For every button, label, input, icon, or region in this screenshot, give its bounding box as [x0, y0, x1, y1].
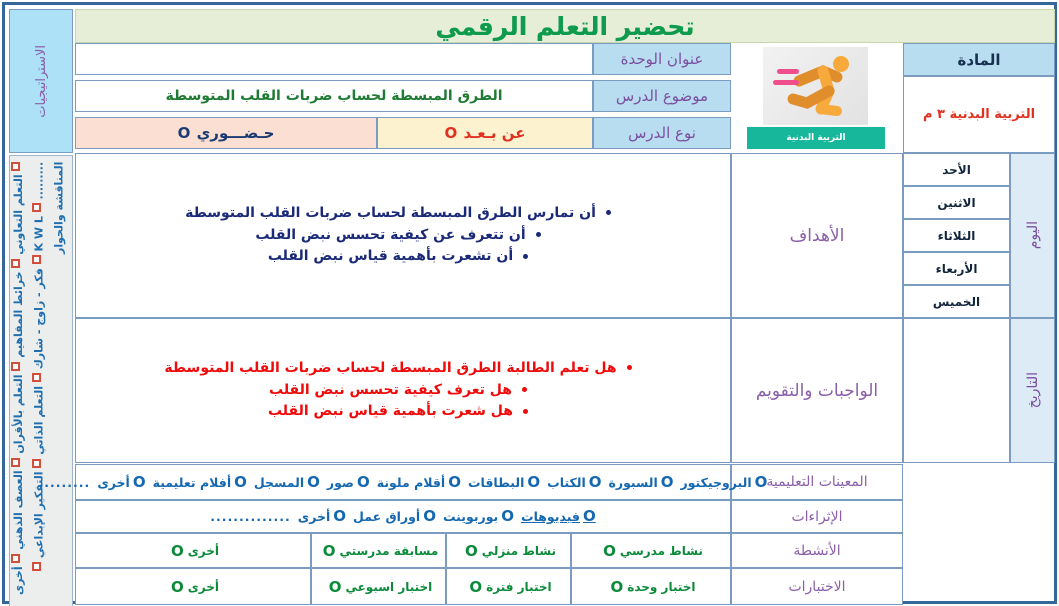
test-period-radio-icon: O: [469, 577, 483, 596]
teaching-aid-radio-icon[interactable]: O: [234, 472, 247, 491]
test-option-unit-label: اختبار وحدة: [627, 579, 696, 594]
unit-title-value-cell[interactable]: [75, 43, 593, 75]
teaching-aid-radio-icon[interactable]: O: [448, 472, 461, 491]
evaluation-list: [76, 358, 730, 423]
enrichments-label-cell: [731, 500, 903, 533]
teaching-aid-option-label: أقلام ملونة: [376, 474, 446, 490]
strategy-label: التعلم الذاتي: [32, 382, 46, 459]
running-figure-svg: [763, 47, 868, 125]
strategy-checkbox-icon[interactable]: [11, 458, 20, 467]
activity-school-radio-icon: O: [603, 541, 616, 560]
enrichment-option-label: فيديوهات: [521, 509, 580, 524]
activity-other-radio-icon: O: [171, 541, 184, 560]
lesson-type-label-cell: [593, 117, 731, 149]
teaching-aid-radio-icon[interactable]: O: [588, 472, 602, 491]
enrichments-option-list: [76, 509, 730, 524]
objectives-label: الأهداف: [789, 225, 845, 246]
teaching-aid-option-label: أخرى: [97, 474, 130, 490]
activity-contest-radio-icon: O: [322, 541, 336, 560]
teaching-aid-option[interactable]: [547, 472, 602, 491]
date-column-label: [1010, 318, 1055, 463]
onsite-radio-icon[interactable]: O: [177, 124, 192, 142]
teaching-aid-radio-icon[interactable]: O: [527, 472, 541, 491]
lesson-topic-value-cell[interactable]: [75, 80, 593, 112]
teaching-aid-option[interactable]: [97, 472, 146, 491]
strategy-label: أخرى .........: [11, 162, 46, 596]
strategy-label: فكر - زاوج - شارك: [32, 264, 46, 374]
teaching-aid-option[interactable]: [608, 472, 674, 491]
day-column-label: [1010, 153, 1055, 318]
day-label-thursday: الخميس: [932, 294, 981, 309]
strategy-checkbox-icon[interactable]: [32, 373, 41, 382]
objective-item: [76, 203, 730, 225]
evaluation-label: الواجبات والتقويم: [755, 380, 879, 401]
strategy-checkbox-icon[interactable]: [32, 562, 41, 571]
strategy-checkbox-icon[interactable]: [32, 459, 41, 468]
bullet-dot-icon: [536, 232, 541, 237]
enrichment-option[interactable]: [298, 509, 346, 524]
day-label-sunday: الأحد: [942, 162, 971, 177]
teaching-aid-option[interactable]: [326, 472, 370, 491]
page-title-bar: [75, 9, 1055, 43]
teaching-aid-radio-icon[interactable]: O: [357, 472, 370, 491]
teaching-aid-option-label: صور: [326, 474, 355, 490]
strategy-checkbox-icon[interactable]: [11, 554, 20, 563]
enrichment-radio-icon[interactable]: O: [582, 507, 596, 525]
teaching-aid-option[interactable]: [152, 472, 247, 491]
test-option-period-label: اختبار فترة: [486, 579, 552, 594]
teaching-aid-option[interactable]: [680, 472, 768, 491]
teaching-aids-option-list: [38, 472, 768, 491]
unit-title-label-cell: [593, 43, 731, 75]
enrichment-option-label: أوراق عمل: [353, 509, 421, 524]
strategy-label: المناقشة والحوار: [52, 162, 66, 255]
subject-value-cell: [903, 76, 1055, 153]
lesson-type-remote-label: عن بـعـد O: [444, 124, 526, 142]
enrichment-option[interactable]: [353, 509, 436, 524]
evaluation-item-text: هل شعرت بأهمية قياس نبض القلب: [267, 403, 514, 420]
strategy-label: خرائط المفاهيم: [11, 268, 25, 363]
test-option-period[interactable]: [446, 568, 571, 605]
tests-label-cell: [731, 568, 903, 605]
test-option-other-label: أخرى: [187, 579, 219, 594]
bullet-dot-icon: [606, 210, 611, 215]
strategies-checklist-text: [9, 162, 70, 600]
unit-title-label: عنوان الوحدة: [620, 50, 704, 68]
objectives-content-cell: [75, 153, 731, 318]
test-unit-radio-icon: O: [610, 577, 624, 596]
day-column-label-text: اليوم: [1024, 221, 1041, 250]
running-figure-icon: [763, 47, 868, 125]
day-cell-tuesday[interactable]: [903, 219, 1010, 252]
activities-label: الأنشطة: [793, 542, 841, 559]
bullet-dot-icon: [523, 254, 528, 259]
strategy-label: التفكير الإبداعي: [32, 467, 46, 563]
enrichment-radio-icon[interactable]: O: [333, 507, 347, 525]
enrichment-trailing-dots: ..............: [210, 509, 291, 524]
lesson-type-onsite-label: حـضـــوري O: [177, 124, 275, 142]
document-frame: [2, 2, 1057, 604]
teaching-aid-option[interactable]: [467, 472, 541, 491]
strategy-checkbox-icon[interactable]: [32, 255, 41, 264]
test-option-weekly-label: اختبار اسبوعي: [345, 579, 433, 594]
lesson-type-label: نوع الدرس: [628, 124, 696, 142]
day-label-tuesday: الثلاثاء: [937, 228, 976, 243]
teaching-aid-option[interactable]: [376, 472, 461, 491]
activity-option-contest-label: مسابقة مدرستي: [339, 543, 439, 558]
strategy-label: K W L: [32, 212, 46, 256]
strategies-side-label-text: الاستراتيجيات: [33, 44, 49, 118]
objective-item-text: أن تتعرف عن كيفية تحسس نبض القلب: [255, 226, 526, 243]
activity-option-school-label: نشاط مدرسي: [619, 543, 703, 558]
enrichments-options-cell: [75, 500, 731, 533]
teaching-aid-radio-icon[interactable]: O: [660, 472, 674, 491]
teaching-aid-option[interactable]: [253, 472, 320, 491]
lesson-type-remote-option[interactable]: [377, 117, 593, 149]
test-other-radio-icon: O: [171, 577, 184, 596]
enrichment-option[interactable]: [443, 509, 514, 524]
teaching-aid-option-label: أفلام تعليمية: [152, 474, 232, 490]
evaluation-item: [76, 401, 730, 423]
test-weekly-radio-icon: O: [328, 577, 342, 596]
strategies-checklist[interactable]: [9, 155, 73, 606]
day-cell-sunday[interactable]: [903, 153, 1010, 186]
evaluation-item: [76, 358, 730, 380]
evaluation-item: [76, 380, 730, 402]
day-label-monday: الاثنين: [937, 195, 976, 210]
subject-logo-cell: [731, 43, 901, 153]
strategy-label: التعلم التعاوني: [11, 171, 25, 260]
activity-option-home-label: نشاط منزلي: [481, 543, 557, 558]
enrichment-radio-icon[interactable]: O: [423, 507, 436, 525]
teaching-aids-label: المعينات التعليمية: [766, 474, 868, 490]
evaluation-content-cell: [75, 318, 731, 463]
teaching-aid-radio-icon[interactable]: O: [132, 472, 146, 491]
lesson-type-onsite-option[interactable]: [75, 117, 377, 149]
teaching-aid-option-label: البروجيكتور: [680, 474, 752, 490]
tests-label: الاختبارات: [788, 578, 846, 595]
enrichments-label: الإثراءات: [791, 508, 843, 525]
test-option-weekly[interactable]: [311, 568, 446, 605]
strategy-checkbox-icon[interactable]: [32, 203, 41, 212]
strategy-label: التعلم بالأقران: [11, 371, 25, 458]
teaching-aid-option-label: البطاقات: [467, 474, 525, 490]
logo-caption: التربية البدنية: [747, 127, 885, 149]
activity-option-other-label: أخرى: [187, 543, 219, 558]
activities-label-cell: [731, 533, 903, 568]
day-cell-monday[interactable]: [903, 186, 1010, 219]
objective-item-text: أن تشعرت بأهمية قياس نبض القلب: [267, 248, 514, 265]
strategy-checkbox-icon[interactable]: [11, 259, 20, 268]
strategy-checkbox-icon[interactable]: [11, 362, 20, 371]
enrichment-option-label: أخرى: [297, 509, 331, 524]
bullet-dot-icon: [523, 409, 528, 414]
day-cell-wednesday[interactable]: [903, 252, 1010, 285]
activity-option-other[interactable]: [75, 533, 311, 568]
teaching-aid-option-label: الكتاب: [547, 474, 586, 490]
day-label-wednesday: الأربعاء: [935, 261, 978, 276]
teaching-aids-options-cell: [38, 464, 768, 500]
enrichment-radio-icon[interactable]: O: [501, 507, 515, 525]
test-option-other[interactable]: [75, 568, 311, 605]
strategies-side-label: [9, 9, 73, 153]
objectives-list: [76, 203, 730, 268]
objectives-label-cell: [731, 153, 903, 318]
activity-option-contest[interactable]: [311, 533, 446, 568]
objective-item: [76, 225, 730, 247]
lesson-topic-label: موضوع الدرس: [615, 87, 709, 105]
strategy-checkbox-icon[interactable]: [11, 162, 20, 171]
activity-option-school[interactable]: [571, 533, 731, 568]
remote-radio-icon[interactable]: O: [444, 124, 459, 142]
evaluation-label-cell: [731, 318, 903, 463]
lesson-topic-label-cell: [593, 80, 731, 112]
teaching-aid-trailing-dots: .........: [38, 474, 91, 490]
test-option-unit[interactable]: [571, 568, 731, 605]
subject-header: [903, 43, 1055, 76]
bullet-dot-icon: [522, 387, 527, 392]
bullet-dot-icon: [627, 365, 632, 370]
date-value-cell[interactable]: [903, 318, 1010, 463]
teaching-aid-option-label: السبورة: [608, 474, 658, 490]
page-title: تحضير التعلم الرقمي: [435, 11, 695, 41]
strategy-label: العصف الذهني: [11, 466, 25, 554]
objective-item: [76, 246, 730, 268]
subject-value: التربية البدنية ٣ م: [922, 107, 1036, 122]
enrichment-option-label: بوربوينت: [442, 509, 499, 524]
activity-home-radio-icon: O: [464, 541, 478, 560]
lesson-topic-value: الطرق المبسطة لحساب ضربات القلب المتوسطة: [165, 88, 503, 104]
objective-item-text: أن تمارس الطرق المبسطة لحساب ضربات القلب المتوسطة: [185, 204, 596, 221]
subject-header-label: المادة: [957, 50, 1001, 69]
day-cell-thursday[interactable]: [903, 285, 1010, 318]
activity-option-home[interactable]: [446, 533, 571, 568]
teaching-aid-option-label: المسجل: [253, 474, 305, 490]
date-column-label-text: التاريخ: [1024, 372, 1041, 409]
teaching-aid-radio-icon[interactable]: O: [307, 472, 320, 491]
evaluation-item-text: هل تعلم الطالبة الطرق المبسطة لحساب ضربات القلب المتوسطة: [164, 359, 617, 376]
evaluation-item-text: هل تعرف كيفية تحسس نبض القلب: [269, 381, 512, 398]
teaching-aid-radio-icon[interactable]: O: [754, 472, 768, 491]
enrichment-option[interactable]: [521, 509, 596, 524]
